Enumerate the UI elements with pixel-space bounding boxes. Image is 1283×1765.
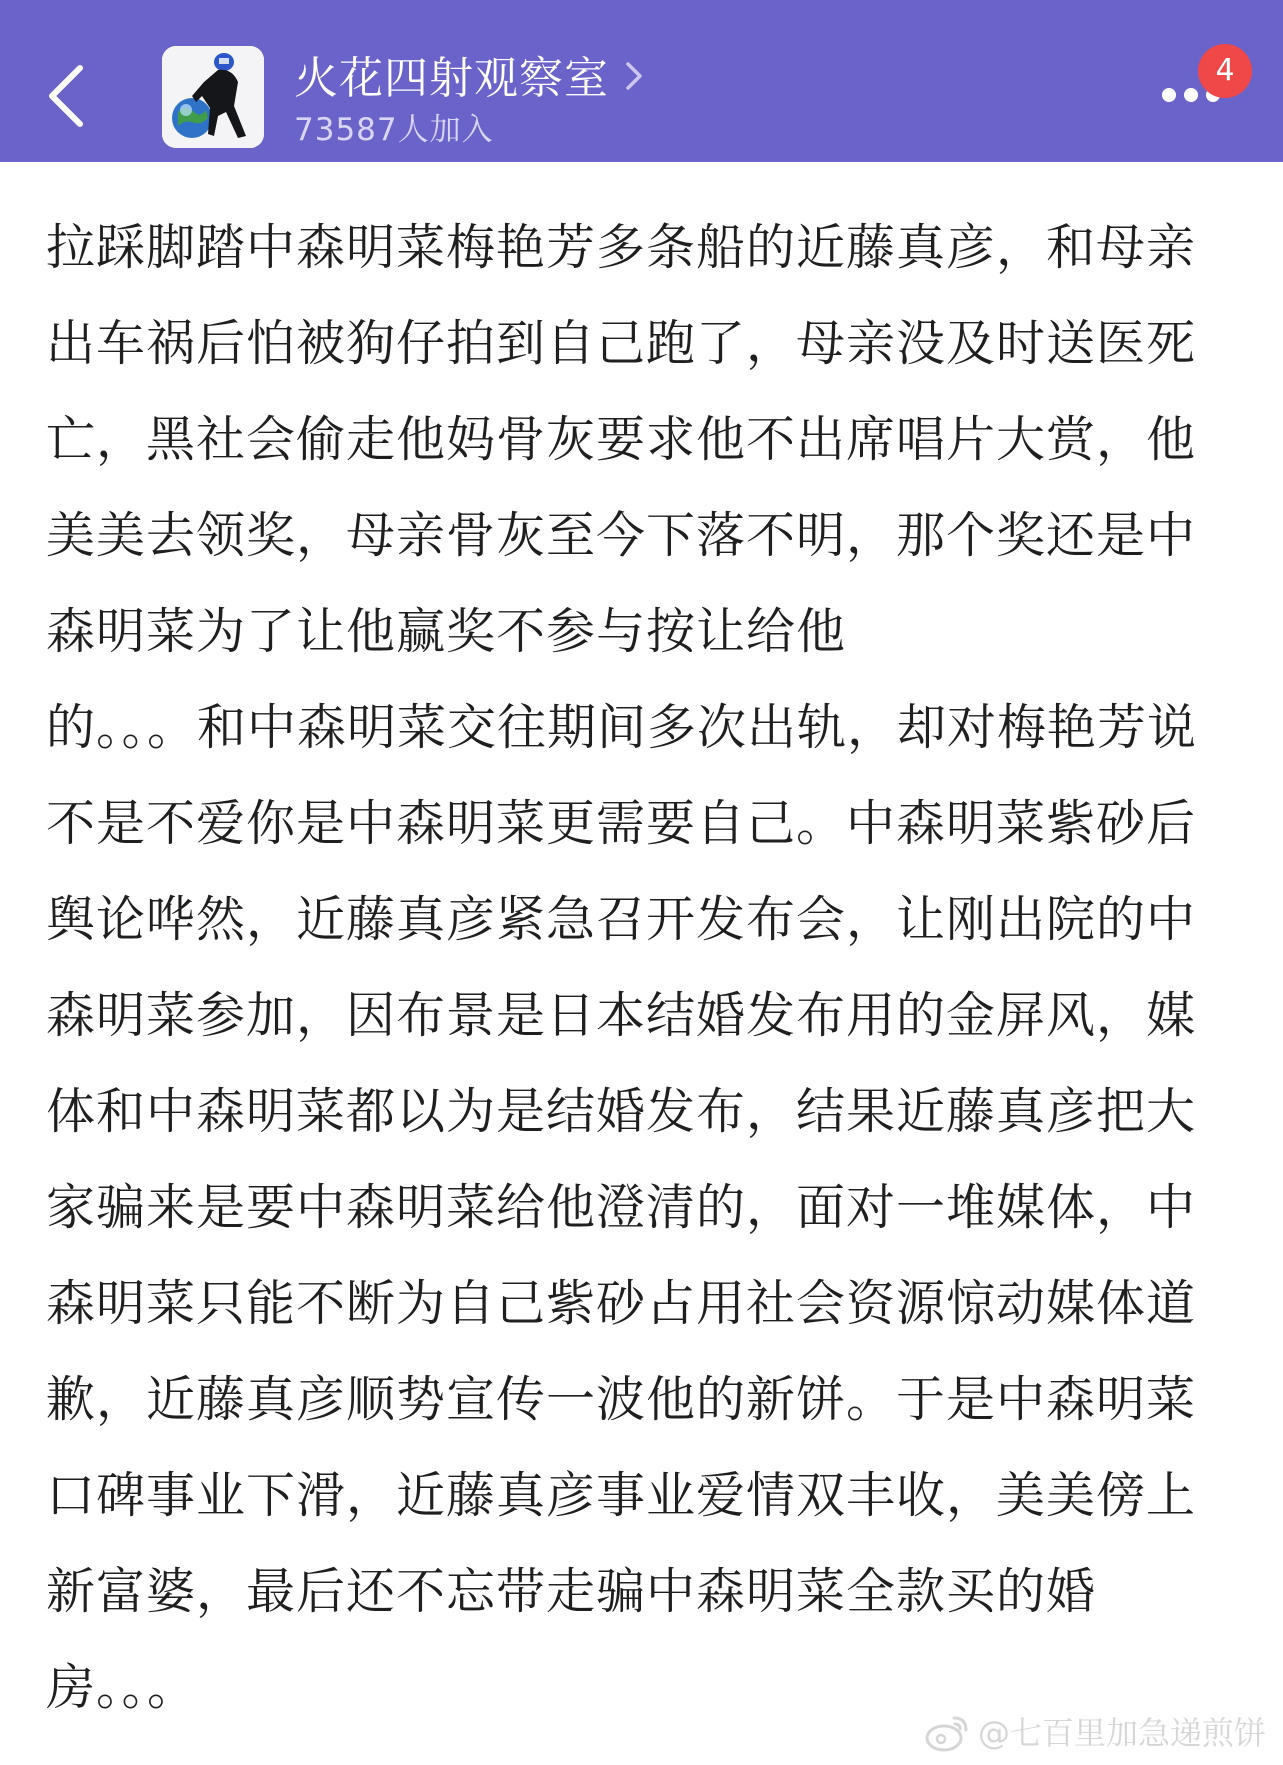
group-header <box>0 0 1283 162</box>
member-count: 73587人加入 <box>294 112 494 148</box>
group-info[interactable] <box>294 44 994 154</box>
more-dot <box>1184 88 1198 102</box>
back-button[interactable] <box>38 50 98 142</box>
group-avatar-icon <box>162 46 264 148</box>
more-dots-icon <box>1162 88 1176 102</box>
watermark-text: @七百里加急递煎饼 <box>978 1714 1267 1752</box>
watermark <box>924 1708 1274 1758</box>
notification-badge: 4 <box>1198 44 1252 98</box>
chevron-left-icon <box>38 50 98 142</box>
chevron-right-icon <box>620 56 648 96</box>
group-avatar[interactable] <box>162 46 264 148</box>
weibo-logo-icon <box>924 1712 972 1754</box>
group-name: 火花四射观察室 <box>294 53 609 104</box>
post-text: 拉踩脚踏中森明菜梅艳芳多条船的近藤真彦，和母亲出车祸后怕被狗仔拍到自己跑了，母亲没及时送医死亡，黑社会偷走他妈骨灰要求他不出席唱片大赏，他美美去领奖，母亲骨灰至今下落不明，那个奖还是中森明菜为了让他赢奖不参与按让给他 的。。。和中森明菜交往期间多次出轨，却对梅艳芳说不是不爱你是中森明菜更需要自己。中森明菜紫砂后舆论哗然，近藤真彦紧急召开发布会，让刚出院的中森明菜参加，因布景是日本结婚发布用的金屏风，媒体和中森明菜都以为是结婚发布，结果近藤真彦把大家骗来是要中森明菜给他澄清的，面对一堆媒体，中森明菜只能不断为自己紫砂占用社会资源惊动媒体道歉，近藤真彦顺势宣传一波他的新饼。于是中森明菜口碑事业下滑，近藤真彦事业爱情双丰收，美美傍上新富婆，最后还不忘带走骗中森明菜全款买的婚房。。。 <box>46 219 1198 1716</box>
